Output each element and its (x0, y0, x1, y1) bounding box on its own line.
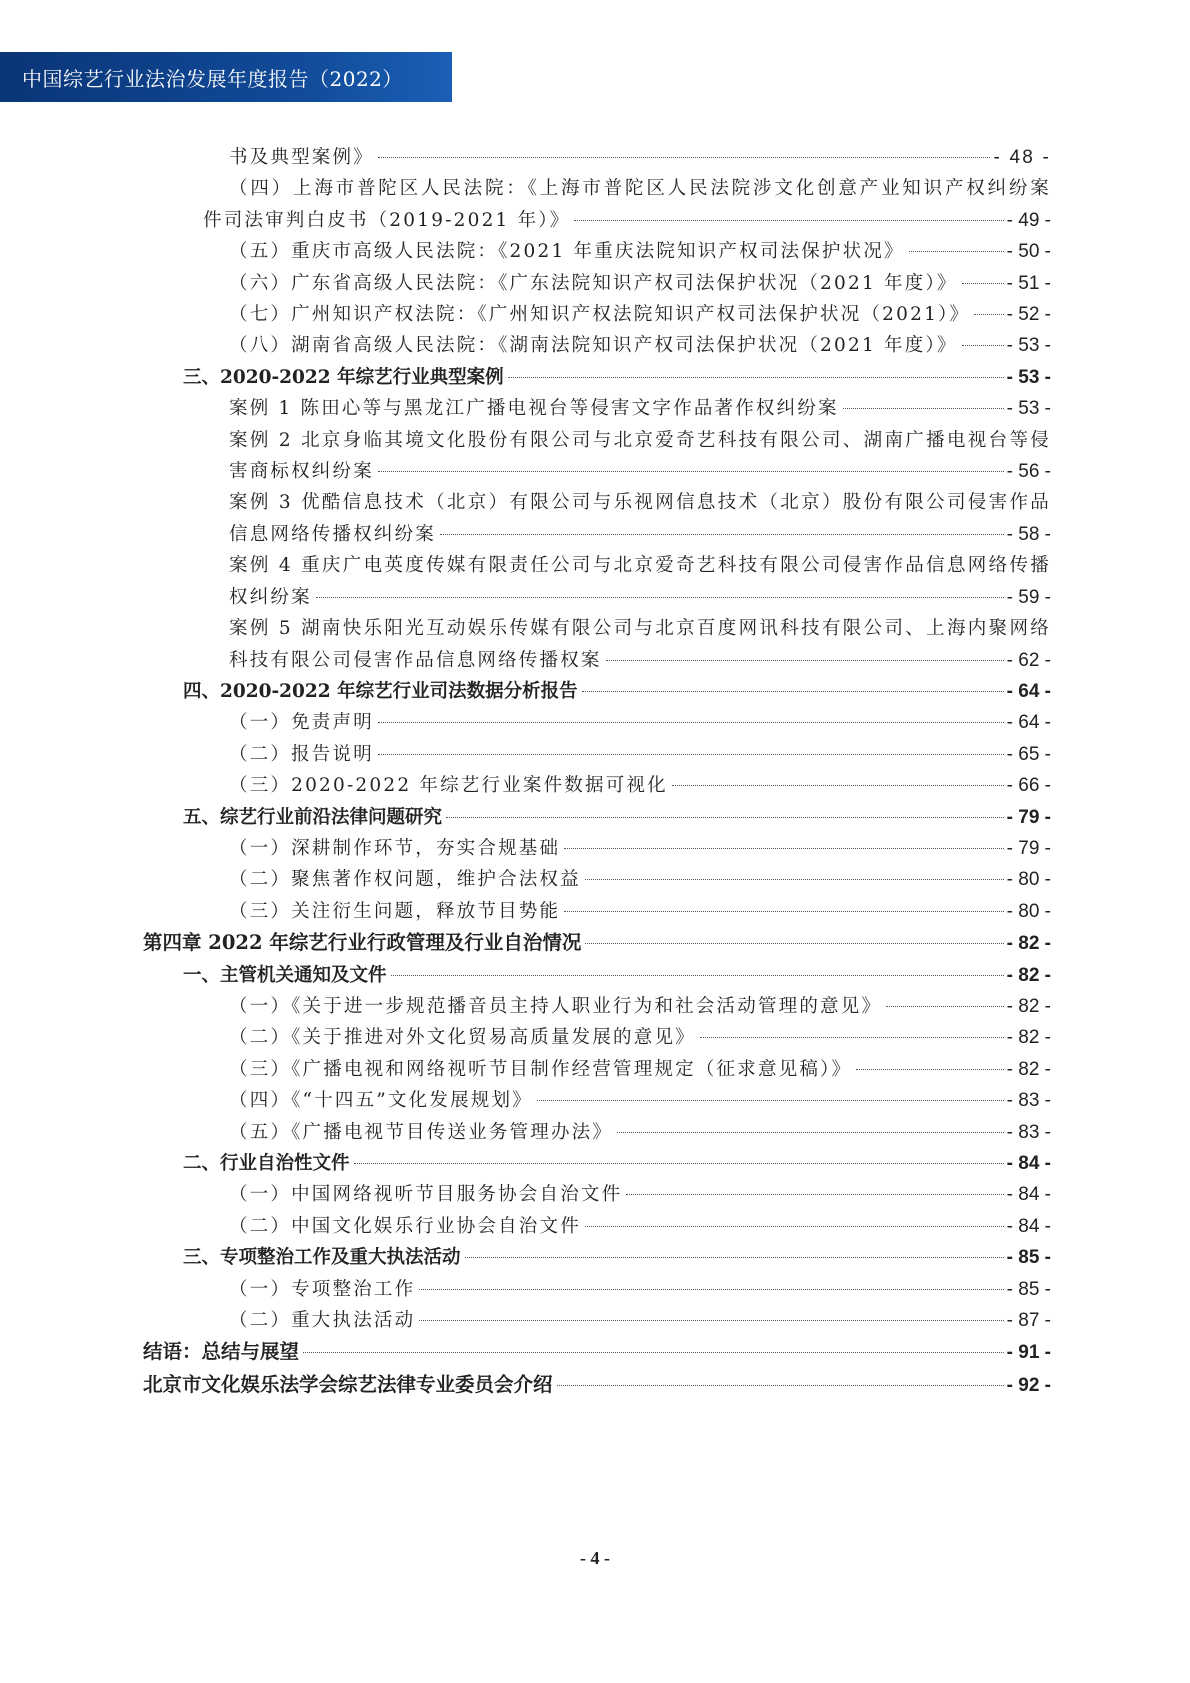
toc-entry-title: （三）关注衍生问题，释放节目势能 (229, 900, 561, 922)
dot-leader (419, 1289, 1003, 1290)
toc-entry-page: - 84 - (1006, 1215, 1051, 1237)
toc-entry-title-line2: 害商标权纠纷案 (229, 461, 374, 483)
toc-entry-page: - 85 - (1006, 1278, 1051, 1300)
toc-entry-page: - 53 - (1006, 335, 1051, 357)
dot-leader (962, 345, 1004, 346)
toc-entry-title: 案例 1 陈田心等与黑龙江广播电视台等侵害文字作品著作权纠纷案 (229, 398, 839, 420)
toc-entry-page: - 59 - (1006, 586, 1051, 608)
toc-entry[interactable] (229, 1274, 1051, 1305)
toc-entry[interactable] (229, 236, 1051, 267)
toc-entry[interactable] (229, 739, 1051, 770)
toc-entry-page: - 82 - (1006, 933, 1051, 955)
dot-leader (700, 1037, 1004, 1038)
toc-section-entry[interactable] (183, 1242, 1051, 1273)
toc-entry-page: - 85 - (1006, 1247, 1051, 1269)
toc-entry-title: （二）《关于推进对外文化贸易高质量发展的意见》 (229, 1027, 696, 1049)
toc-entry[interactable] (229, 1179, 1051, 1210)
toc-entry-title-line2: 件司法审判白皮书（2019-2021 年）》 (203, 209, 571, 231)
toc-entry-title: （二）报告说明 (229, 743, 374, 765)
toc-entry-title: 三、2020-2022 年综艺行业典型案例 (183, 366, 504, 388)
toc-entry-title: （五）重庆市高级人民法院：《2021 年重庆法院知识产权司法保护状况》 (229, 241, 905, 263)
dot-leader (378, 157, 991, 158)
dot-leader (537, 1100, 1004, 1101)
toc-entry[interactable] (229, 268, 1051, 299)
dot-leader (564, 848, 1003, 849)
dot-leader (626, 1194, 1003, 1195)
toc-entry[interactable] (229, 707, 1051, 738)
toc-entry-page: - 58 - (1006, 523, 1051, 545)
toc-entry-title-line1: 案例 3 优酷信息技术（北京）有限公司与乐视网信息技术（北京）股份有限公司侵害作品 (229, 492, 1051, 514)
dot-leader (617, 1132, 1004, 1133)
toc-entry[interactable] (229, 1054, 1051, 1085)
toc-entry-title: 结语：总结与展望 (143, 1340, 300, 1364)
dot-leader (585, 943, 1003, 944)
toc-entry-page: - 65 - (1006, 743, 1051, 765)
toc-entry[interactable] (229, 991, 1051, 1022)
toc-entry-page: - 87 - (1006, 1310, 1051, 1332)
dot-leader (440, 534, 1004, 535)
toc-entry-title: （二）聚焦著作权问题，维护合法权益 (229, 869, 581, 891)
toc-entry-page: - 83 - (1006, 1121, 1051, 1143)
dot-leader (391, 975, 1004, 976)
toc-section-entry[interactable] (183, 1148, 1051, 1179)
toc-entry-title: （二）重大执法活动 (229, 1310, 416, 1332)
toc-entry-title-line1: 案例 2 北京身临其境文化股份有限公司与北京爱奇艺科技有限公司、湖南广播电视台等侵 (229, 429, 1051, 451)
report-header-title: 中国综艺行业法治发展年度报告（2022） (22, 66, 403, 91)
toc-chapter-entry[interactable] (143, 927, 1051, 959)
toc-entry-title: 二、行业自治性文件 (183, 1153, 350, 1174)
toc-entry-page: - 80 - (1006, 900, 1051, 922)
toc-entry-title: 四、2020-2022 年综艺行业司法数据分析报告 (183, 680, 578, 702)
dot-leader (419, 1320, 1003, 1321)
toc-entry-title: （一）《关于进一步规范播音员主持人职业行为和社会活动管理的意见》 (229, 995, 883, 1017)
toc-entry-page: - 82 - (1006, 1027, 1051, 1049)
toc-entry-page: - 79 - (1006, 806, 1051, 828)
toc-entry-page: - 62 - (1006, 649, 1051, 671)
dot-leader (582, 691, 1004, 692)
dot-leader (672, 785, 1004, 786)
toc-entry-page: - 82 - (1006, 1058, 1051, 1080)
toc-entry[interactable] (229, 550, 1051, 613)
toc-entry-page: - 50 - (1006, 241, 1051, 263)
dot-leader (856, 1069, 1003, 1070)
table-of-contents (0, 142, 1190, 1401)
report-header-banner (0, 52, 452, 102)
toc-chapter-entry[interactable] (143, 1369, 1051, 1401)
toc-entry[interactable] (203, 173, 1051, 236)
toc-entry-page: - 80 - (1006, 869, 1051, 891)
dot-leader (574, 220, 1003, 221)
toc-entry-page: - 82 - (1006, 964, 1051, 986)
toc-entry-page: - 91 - (1006, 1342, 1051, 1364)
toc-entry-title: （一）深耕制作环节，夯实合规基础 (229, 837, 561, 859)
page-number: - 4 - (580, 1548, 610, 1568)
toc-entry-page: - 51 - (1006, 272, 1051, 294)
toc-entry-page: - 64 - (1006, 712, 1051, 734)
toc-entry-title-line2: 权纠纷案 (229, 586, 312, 608)
toc-section-entry[interactable] (183, 362, 1051, 393)
dot-leader (606, 660, 1004, 661)
toc-entry[interactable] (229, 425, 1051, 488)
toc-entry[interactable] (229, 393, 1051, 424)
toc-entry-title: （一）专项整治工作 (229, 1278, 416, 1300)
toc-entry[interactable] (229, 770, 1051, 801)
toc-entry-title: （四）《“十四五”文化发展规划》 (229, 1090, 533, 1112)
toc-entry[interactable] (229, 330, 1051, 361)
toc-entry-title: （八）湖南省高级人民法院：《湖南法院知识产权司法保护状况（2021 年度）》 (229, 335, 958, 357)
toc-entry[interactable] (229, 896, 1051, 927)
toc-entry[interactable] (229, 613, 1051, 676)
toc-entry-title: （一）中国网络视听节目服务协会自治文件 (229, 1184, 623, 1206)
toc-entry-page: - 79 - (1006, 837, 1051, 859)
dot-leader (557, 1385, 1004, 1386)
toc-entry[interactable] (229, 299, 1051, 330)
toc-entry-title: 三、专项整治工作及重大执法活动 (183, 1247, 461, 1269)
dot-leader (962, 283, 1004, 284)
toc-entry[interactable] (229, 487, 1051, 550)
toc-entry-title: （二）中国文化娱乐行业协会自治文件 (229, 1215, 581, 1237)
toc-entry-page: - 64 - (1006, 680, 1051, 702)
toc-entry-title: （一）免责声明 (229, 712, 374, 734)
toc-entry-title: 书及典型案例》 (229, 147, 374, 168)
toc-entry-title: （三）《广播电视和网络视听节目制作经营管理规定（征求意见稿）》 (229, 1058, 853, 1080)
dot-leader (564, 911, 1003, 912)
toc-entry-title-line1: 案例 5 湖南快乐阳光互动娱乐传媒有限公司与北京百度网讯科技有限公司、上海内聚网络 (229, 618, 1051, 640)
toc-entry-page: - 53 - (1006, 398, 1051, 420)
toc-entry-page: - 82 - (1006, 995, 1051, 1017)
toc-chapter-entry[interactable] (143, 1336, 1051, 1368)
dot-leader (585, 1226, 1004, 1227)
dot-leader (354, 1163, 1004, 1164)
toc-entry-title-line2: 信息网络传播权纠纷案 (229, 523, 437, 545)
dot-leader (316, 597, 1004, 598)
toc-section-entry[interactable] (183, 676, 1051, 707)
toc-section-entry[interactable] (183, 960, 1051, 991)
toc-entry-page: - 48 - (993, 147, 1051, 168)
toc-section-entry[interactable] (183, 802, 1051, 833)
toc-entry-title: 第四章 2022 年综艺行业行政管理及行业自治情况 (143, 931, 582, 955)
dot-leader (843, 408, 1004, 409)
dot-leader (585, 879, 1004, 880)
toc-entry[interactable] (229, 1211, 1051, 1242)
dot-leader (909, 251, 1004, 252)
toc-entry-title-line1: （四）上海市普陀区人民法院：《上海市普陀区人民法院涉文化创意产业知识产权纠纷案 (229, 178, 1051, 200)
toc-entry[interactable] (229, 864, 1051, 895)
toc-entry-page: - 49 - (1006, 209, 1051, 231)
dot-leader (446, 817, 1004, 818)
toc-entry-page: - 52 - (1006, 304, 1051, 326)
dot-leader (303, 1352, 1004, 1353)
toc-entry-title: （六）广东省高级人民法院：《广东法院知识产权司法保护状况（2021 年度）》 (229, 272, 958, 294)
dot-leader (378, 471, 1004, 472)
toc-entry-page: - 84 - (1006, 1184, 1051, 1206)
toc-entry-title: 一、主管机关通知及文件 (183, 964, 387, 986)
toc-entry[interactable] (229, 1117, 1051, 1148)
toc-entry[interactable] (229, 142, 1051, 173)
toc-entry-page: - 84 - (1006, 1153, 1051, 1174)
toc-entry-page: - 92 - (1006, 1374, 1051, 1396)
toc-entry-title: （七）广州知识产权法院：《广州知识产权法院知识产权司法保护状况（2021）》 (229, 304, 971, 326)
toc-entry-page: - 53 - (1006, 366, 1051, 388)
dot-leader (378, 722, 1004, 723)
toc-entry-title-line1: 案例 4 重庆广电英度传媒有限责任公司与北京爱奇艺科技有限公司侵害作品信息网络传播 (229, 555, 1051, 577)
toc-entry-page: - 66 - (1006, 775, 1051, 797)
toc-entry-page: - 56 - (1006, 461, 1051, 483)
toc-entry-title: 五、综艺行业前沿法律问题研究 (183, 806, 443, 828)
dot-leader (886, 1006, 1003, 1007)
toc-entry[interactable] (229, 833, 1051, 864)
toc-entry-title-line2: 科技有限公司侵害作品信息网络传播权案 (229, 649, 602, 671)
toc-entry[interactable] (229, 1085, 1051, 1116)
toc-entry[interactable] (229, 1022, 1051, 1053)
dot-leader (974, 314, 1003, 315)
toc-entry-title: （三）2020-2022 年综艺行业案件数据可视化 (229, 775, 668, 797)
toc-entry[interactable] (229, 1305, 1051, 1336)
toc-entry-page: - 83 - (1006, 1090, 1051, 1112)
dot-leader (508, 377, 1004, 378)
toc-entry-title: 北京市文化娱乐法学会综艺法律专业委员会介绍 (143, 1372, 553, 1396)
toc-entry-title: （五）《广播电视节目传送业务管理办法》 (229, 1121, 614, 1143)
dot-leader (378, 754, 1004, 755)
dot-leader (465, 1257, 1004, 1258)
